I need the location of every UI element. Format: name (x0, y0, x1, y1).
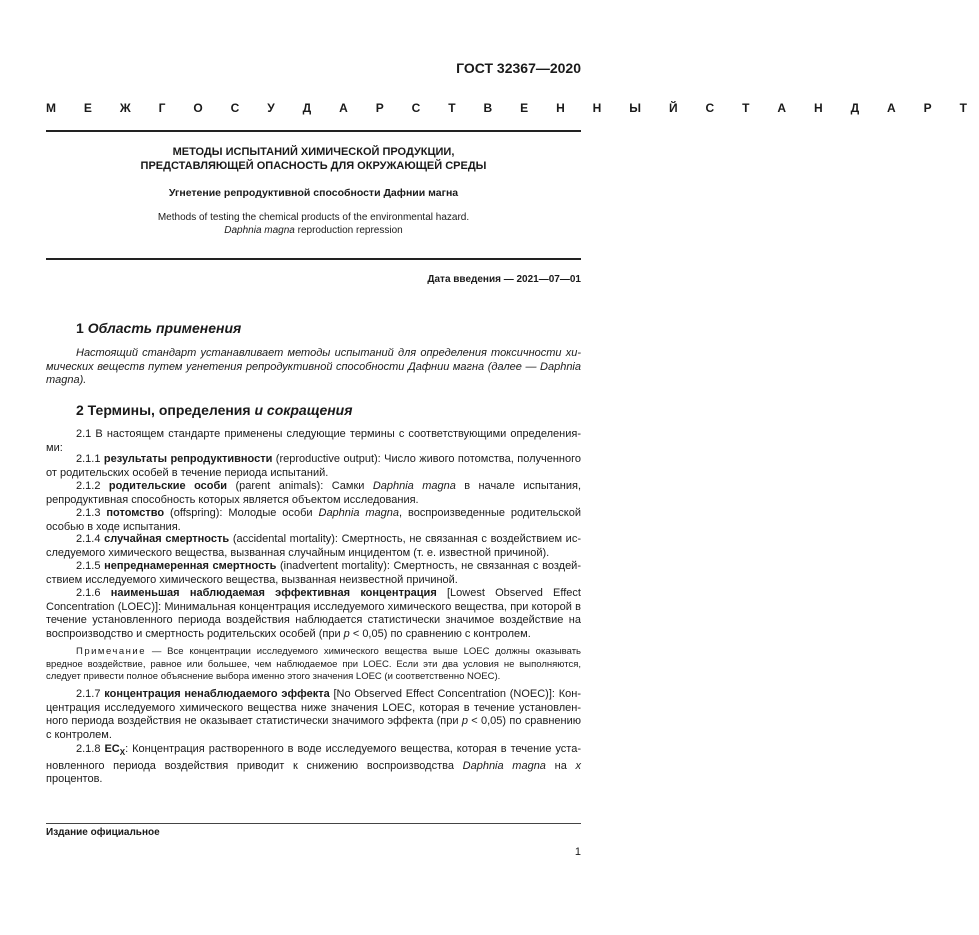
title-en (46, 211, 581, 237)
section-2-title-b: и сокращения (254, 402, 353, 418)
note-loec (46, 646, 581, 684)
p212-term: родительские особи (108, 480, 228, 492)
p211-term: результаты репродуктивности (103, 453, 273, 465)
note-label: Примечание (76, 646, 146, 657)
p218-c: процентов. (46, 773, 103, 786)
section-1-title: Область применения (87, 320, 242, 336)
p218-num: 2.1.8 (76, 743, 105, 755)
top-divider (46, 130, 581, 132)
p217-term: концентрация ненаблюдаемого эффекта (104, 688, 330, 700)
intro-date: Дата введения — 2021—07—01 (427, 274, 581, 285)
subtitle-ru: Угнетение репродуктивной способности Дафнии магна (168, 187, 459, 199)
p212-a: (parent animals): Самки (227, 480, 373, 492)
p212-it: Daphnia magna (372, 480, 456, 492)
para-2-1-8 (46, 743, 581, 787)
p211-num: 2.1.1 (76, 453, 104, 465)
title-ru-line1: МЕТОДЫ ИСПЫТАНИЙ ХИМИЧЕСКОЙ ПРОДУКЦИИ, (172, 146, 455, 158)
p216-num: 2.1.6 (76, 587, 111, 599)
p212-num: 2.1.2 (76, 480, 109, 492)
section-1-text-b: Daphnia magna (46, 360, 581, 386)
p218-a: : Концентрация растворенного в воде исследуемого вещества, которая в течение установленного периода воздействия приводит к снижению воспроизводства (46, 743, 581, 772)
para-2-1-7 (46, 688, 581, 742)
p217-num: 2.1.7 (76, 688, 105, 700)
note-text: — Все концентрации исследуемого химического вещества выше LOEC должны оказывать вредное воздействие, равное или большее, чем наблюдаемое при LOEC. Если эти два условия не выполняются, следует привести полное объяснение выбора именно этого значения LOEC (и соответственно NOEC). (46, 646, 581, 682)
p216-b: < 0,05) по сравнению с контролем. (349, 627, 531, 640)
para-2-1-3 (46, 507, 581, 534)
para-2-1-5 (46, 560, 581, 587)
standard-number: ГОСТ 32367—2020 (456, 60, 581, 76)
standard-type-banner (46, 101, 979, 115)
p218-term: EC (104, 743, 120, 755)
p217-p: p (461, 715, 468, 727)
section-2-heading (76, 402, 352, 418)
footer-divider (46, 823, 581, 824)
p218-x: x (575, 759, 581, 772)
p217-b: < 0,05) по сравнению с контролем. (46, 715, 582, 741)
title-en-line1: Methods of testing the chemical products of the environmental hazard. (157, 212, 470, 223)
p213-num: 2.1.3 (76, 507, 107, 519)
page-number: 1 (574, 846, 581, 858)
p213-it: Daphnia magna (318, 507, 400, 519)
p214-rest: (accidental mortality): Смертность, не связанная с воздействием исследуемого химического вещества, вызванная случайным инцидентом (т. е. известной причиной). (46, 533, 581, 559)
p214-term: случайная смертность (104, 533, 230, 545)
para-2-1-6 (46, 587, 581, 641)
p218-b: на (545, 759, 576, 772)
p218-sub: X (119, 748, 126, 758)
section-2-title-a: 2 Термины, определения (76, 402, 255, 418)
p216-term: наименьшая наблюдаемая эффективная концентрация (110, 587, 437, 599)
standard-type-text: М Е Ж Г О С У Д А Р С Т В Е Н Н Ы Й С Т А Н Д А Р Т (46, 101, 979, 115)
p212-b: в начале испытания, репродуктивная способность которых является объектом исследования. (46, 480, 581, 506)
para-2-1-1 (46, 453, 581, 480)
section-1-text-c: ). (79, 374, 87, 386)
title-en-rest: reproduction repression (294, 225, 403, 236)
p215-term: непреднамеренная смертность (104, 560, 277, 572)
p215-num: 2.1.5 (76, 560, 105, 572)
p211-rest: (reproductive output): Число живого потомства, полученного от родительских особей в течение периода испытаний. (46, 453, 581, 479)
p218-it: Daphnia magna (462, 759, 546, 772)
para-2-1: 2.1 В настоящем стандарте применены следующие термины с соответствующими определениями: (46, 428, 581, 454)
para-2-1-4 (46, 533, 581, 560)
title-en-species: Daphnia magna (224, 225, 295, 236)
section-1-text (46, 347, 581, 388)
official-edition-label: Издание официальное (46, 827, 160, 838)
p213-a: (offspring): Молодые особи (164, 507, 319, 519)
p214-num: 2.1.4 (76, 533, 105, 545)
section-1-text-a: Настоящий стандарт устанавливает методы испытаний для определения токсичности химических веществ путем угнетения репродуктивной способности Дафнии магна (далее — (46, 347, 581, 373)
p213-b: , воспроизведенные родительской особью в ходе испытания. (46, 507, 582, 533)
section-1-number: 1 (76, 320, 88, 336)
p216-a: [Lowest Observed Effect Concentration (LOEC)]: Минимальная концентрация исследуемого химического вещества, при которой в течение установленного периода воздействия наблюдается статистически значимое воздействие на воспроизводство и смертность родительских особей (при (46, 587, 581, 640)
title-ru-line2: ПРЕДСТАВЛЯЮЩЕЙ ОПАСНОСТЬ ДЛЯ ОКРУЖАЮЩЕЙ СРЕДЫ (140, 160, 487, 172)
p215-rest: (inadvertent mortality): Смертность, не связанная с воздействием исследуемого химического вещества, вызванная неизвестной причиной. (46, 560, 581, 586)
p217-a: [No Observed Effect Concentration (NOEC)]: Концентрация исследуемого химического вещества ниже значения LOEC, которая в течение установленного периода воздействия не оказывает статистически значимого эффекта (при (46, 688, 581, 727)
p213-term: потомство (106, 507, 165, 519)
para-2-1-2 (46, 480, 581, 507)
section-1-heading (76, 320, 241, 336)
title-en-line2 (46, 224, 581, 237)
p216-p: p (343, 627, 350, 640)
title-ru (46, 145, 581, 173)
title-divider (46, 258, 581, 260)
